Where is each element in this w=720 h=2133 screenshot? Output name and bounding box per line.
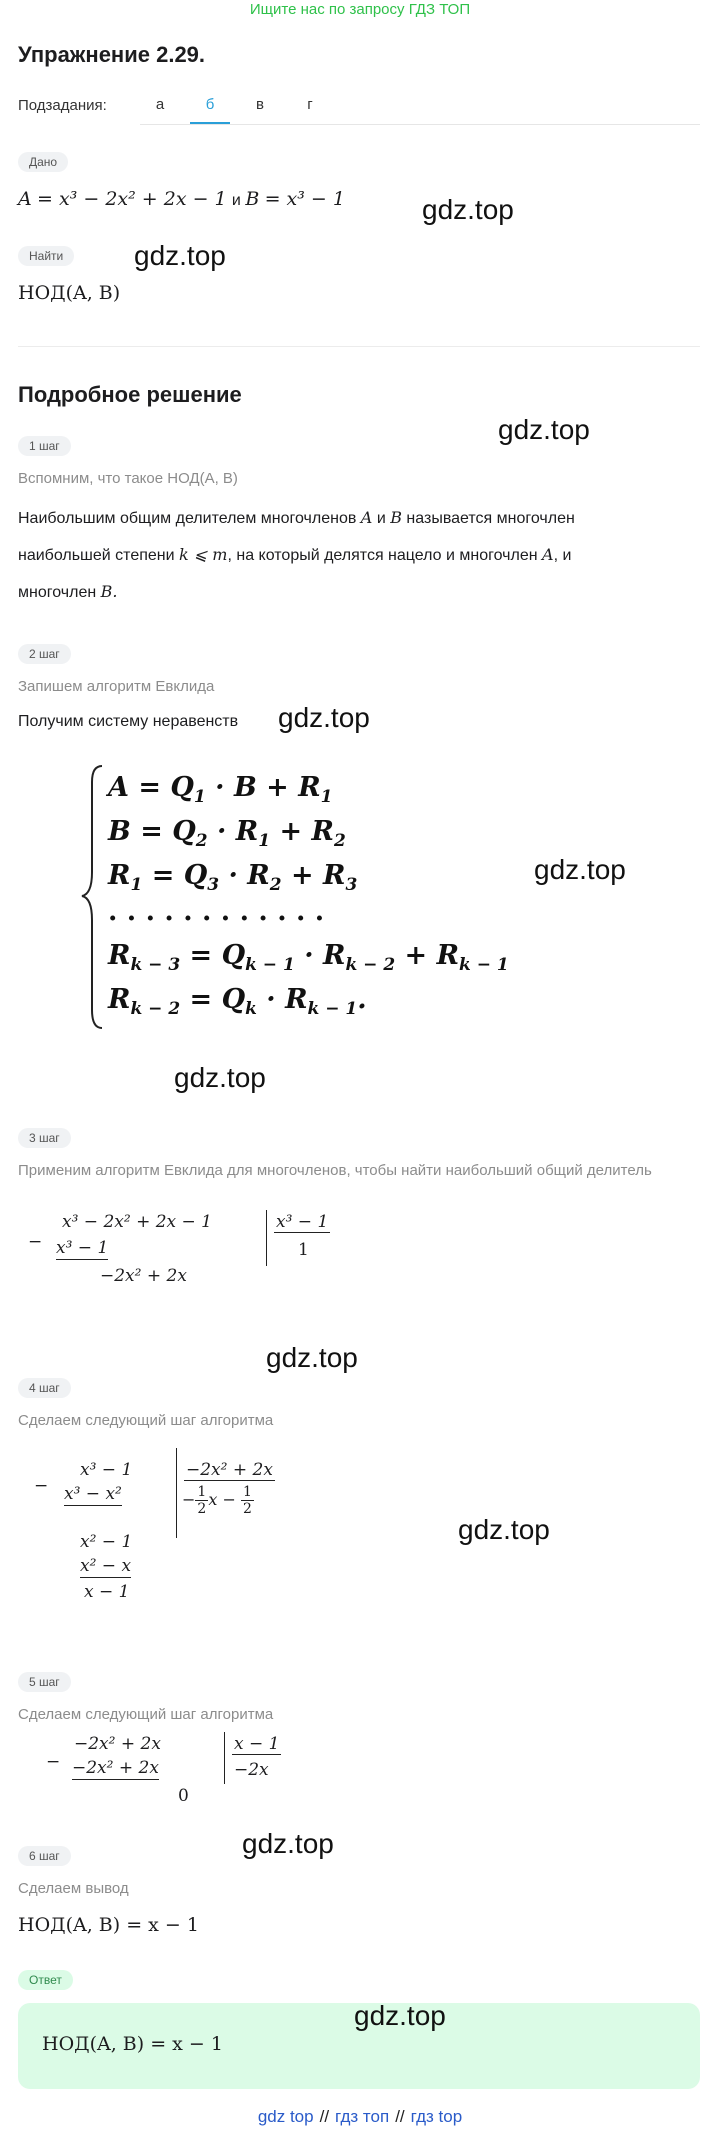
step1-text-5: , и: [553, 547, 572, 564]
step6-caption: Сделаем вывод: [18, 1880, 129, 1897]
given-b-lhs: B: [245, 188, 260, 210]
footer-sep: //: [395, 2107, 405, 2126]
div3-subtrahend: −2x² + 2x: [72, 1758, 159, 1778]
step1-text-3: наибольшей степени: [18, 547, 175, 564]
footer-link-2[interactable]: гдз топ: [335, 2107, 390, 2126]
system-row-dots: . . . . . . . . . . . .: [108, 896, 325, 927]
step2-text: Получим систему неравенств: [18, 713, 239, 730]
given-a-lhs: A: [18, 188, 32, 210]
division-3: − −2x² + 2x −2x² + 2x 0 x − 1 −2x: [46, 1734, 280, 1806]
division-2: − x³ − 1 x³ − x² x² − 1 x² − x x − 1 −2x² + 2x − $\frac{1}{2}$ x − $\frac{1}{2}$: [34, 1458, 334, 1618]
step3-caption: Применим алгоритм Евклида для многочленов, чтобы найти наибольший общий делитель: [18, 1162, 652, 1179]
top-banner[interactable]: Ищите нас по запросу ГДЗ ТОП: [249, 1, 471, 18]
div1-remainder: −2x² + 2x: [100, 1266, 187, 1286]
find-expression: НОД(A, B): [18, 282, 121, 304]
div2-q-num2: 1: [242, 1484, 252, 1500]
div2-remainder: x − 1: [84, 1582, 130, 1602]
step5-pill: 5 шаг: [18, 1672, 71, 1692]
tab-a[interactable]: а: [155, 96, 165, 113]
step1-k-le-m: k ⩽ m: [179, 545, 228, 564]
watermark: gdz.top: [354, 2000, 446, 2031]
div2-quotient: − $\frac{1}{2}$ x − $\frac{1}{2}$: [182, 1484, 252, 1517]
step3-pill: 3 шаг: [18, 1128, 71, 1148]
tab-g[interactable]: г: [307, 96, 313, 113]
watermark: gdz.top: [134, 240, 226, 271]
subtasks-label: Подзадания:: [18, 97, 107, 114]
div3-remainder: 0: [178, 1786, 189, 1806]
system-row-5: $R_{k - 3} = Q_{k - 1} \cdot R_{k - 2} + R_{k - 1}$: [108, 940, 509, 975]
watermark: gdz.top: [266, 1342, 358, 1373]
euclid-system: [80, 760, 540, 1040]
step2-pill: 2 шаг: [18, 644, 71, 664]
footer-sep: //: [319, 2107, 330, 2126]
step6-pill: 6 шаг: [18, 1846, 71, 1866]
div2-sub2: x² − x: [80, 1556, 132, 1576]
given-b-expr: x³ − 1: [286, 188, 345, 210]
div2-sub1: x³ − x²: [64, 1484, 122, 1504]
system-row-3: $R_1$ = $Q_3 \cdot R_2 + R_3$: [108, 860, 358, 895]
system-row-6: $R_{k - 2} = Q_k \cdot R_{k - 1}$.: [108, 984, 367, 1019]
div3-quotient: −2x: [234, 1760, 269, 1780]
div1-divisor: x³ − 1: [276, 1212, 329, 1232]
step5-caption: Сделаем следующий шаг алгоритма: [18, 1706, 274, 1723]
div3-divisor: x − 1: [234, 1734, 280, 1754]
div3-dividend: −2x² + 2x: [74, 1734, 161, 1754]
footer-link-3[interactable]: гдз top: [410, 2107, 463, 2126]
system-row-1: A = $Q_1 \cdot B + R_1$: [108, 772, 333, 807]
tab-v[interactable]: в: [256, 96, 264, 113]
watermark: gdz.top: [498, 414, 590, 445]
answer-pill: Ответ: [18, 1970, 73, 1990]
watermark: gdz.top: [422, 194, 514, 225]
step1-var-a2: A: [542, 545, 554, 564]
page-title: Упражнение 2.29.: [18, 42, 206, 67]
step1-text-1: Наибольшим общим делителем многочленов: [18, 510, 357, 527]
step1-var-b: B: [390, 508, 402, 527]
divider: [18, 346, 700, 347]
division-1: − x³ − 2x² + 2x − 1 x³ − 1 −2x² + 2x x³ − 1 1: [28, 1212, 329, 1286]
step1-text-4: , на который делятся нацело и многочлен: [227, 547, 538, 564]
answer-text: НОД(A, B) = x − 1: [42, 2033, 223, 2055]
watermark: gdz.top: [174, 1062, 266, 1093]
system-row-2: B = $Q_2 \cdot R_1 + R_2$: [108, 816, 346, 851]
div2-divisor: −2x² + 2x: [186, 1460, 273, 1480]
watermark: gdz.top: [534, 854, 626, 885]
step1-var-b2: B.: [100, 582, 118, 601]
tab-b[interactable]: б: [190, 96, 230, 124]
div2-mid: x² − 1: [80, 1532, 133, 1552]
step1-pill: 1 шаг: [18, 436, 71, 456]
div2-q-den2: 2: [242, 1501, 252, 1517]
step1-text-2: называется многочлен: [406, 510, 575, 527]
watermark: gdz.top: [278, 702, 370, 733]
div1-subtrahend: x³ − 1: [56, 1238, 109, 1258]
subtasks-nav: [18, 94, 700, 124]
find-pill: Найти: [18, 246, 74, 266]
div2-q-den1: 2: [197, 1501, 207, 1517]
div1-dividend: x³ − 2x² + 2x − 1: [62, 1212, 212, 1232]
div2-q-num1: 1: [197, 1484, 207, 1500]
step1-text-6: многочлен: [18, 584, 97, 601]
div2-dividend: x³ − 1: [80, 1460, 133, 1480]
step4-caption: Сделаем следующий шаг алгоритма: [18, 1412, 274, 1429]
step2-caption: Запишем алгоритм Евклида: [18, 678, 215, 695]
subtask-tabs: [140, 94, 700, 125]
footer-links: [0, 2107, 720, 2127]
watermark: gdz.top: [242, 1828, 334, 1859]
given-pill: Дано: [18, 152, 68, 172]
step1-text: [18, 500, 698, 611]
footer-link-1[interactable]: gdz top: [257, 2107, 314, 2126]
step6-result: НОД(A, B) = x − 1: [18, 1914, 199, 1936]
step1-caption: Вспомним, что такое НОД(A, B): [18, 470, 238, 487]
given-conj: и: [231, 192, 241, 209]
given-expression: A = x³ − 2x² + 2x − 1 и B = x³ − 1: [18, 188, 345, 210]
watermark: gdz.top: [458, 1514, 550, 1545]
step1-var-a: A: [360, 508, 373, 527]
solution-title: Подробное решение: [18, 382, 242, 407]
div2-q-x: x: [208, 1490, 218, 1509]
given-a-expr: x³ − 2x² + 2x − 1: [58, 188, 227, 210]
div1-quotient: 1: [298, 1240, 309, 1260]
step1-and: и: [376, 510, 386, 527]
step4-pill: 4 шаг: [18, 1378, 71, 1398]
